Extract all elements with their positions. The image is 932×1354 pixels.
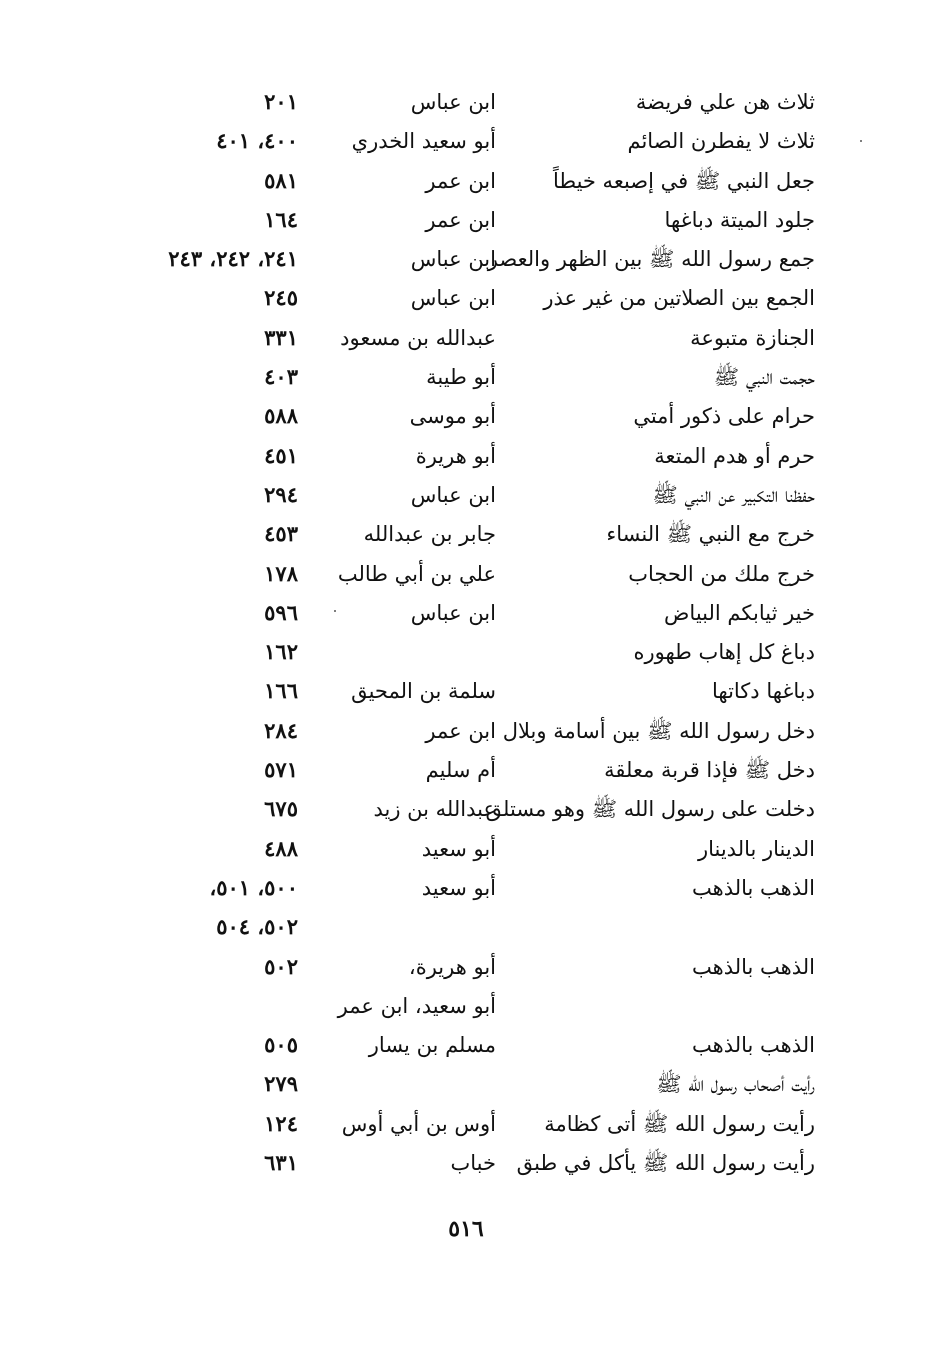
- narrator-name: علي بن أبي طالب: [337, 561, 496, 586]
- index-row: [0, 514, 932, 553]
- hadith-text: خير ثيابكم البياض: [664, 600, 815, 625]
- index-row: [0, 1143, 932, 1182]
- hadith-text: حجمت النبي ﷺ: [713, 365, 815, 390]
- page-reference: ٥٠٥: [264, 1032, 298, 1058]
- page-reference: ٦٣١: [264, 1150, 298, 1176]
- page-reference: ٢٠١: [264, 89, 298, 114]
- narrator-name: عبدالله بن مسعود: [340, 325, 496, 350]
- index-row: [0, 475, 932, 514]
- narrator-name: ابن عمر: [425, 168, 496, 193]
- page-reference: ٤٥١: [264, 442, 298, 468]
- hadith-text: جمع رسول الله ﷺ بين الظهر والعصر: [487, 247, 815, 272]
- index-row: [0, 829, 932, 868]
- narrator-name: ابن عباس: [410, 90, 496, 114]
- narrator-name: سلمة بن المحيق: [351, 679, 496, 704]
- hadith-text: دباغ كل إهاب طهوره: [633, 640, 815, 665]
- page-reference: ١٧٨: [264, 560, 298, 586]
- index-row: [0, 907, 932, 946]
- narrator-name: أبو هريرة،: [408, 954, 496, 979]
- narrator-name: ابن عباس: [410, 286, 496, 311]
- index-row: [0, 1025, 932, 1064]
- page-reference: ٤٥٣: [264, 521, 298, 547]
- narrator-name: عبدالله بن زيد: [373, 797, 496, 822]
- narrator-name: أم سليم: [425, 758, 496, 783]
- narrator-name: أبو سعيد، ابن عمر: [337, 993, 496, 1018]
- narrator-name: ابن عباس: [410, 600, 496, 625]
- page-reference: ٥٨٨: [264, 403, 298, 429]
- narrator-name: أبو سعيد: [421, 836, 496, 861]
- page-number: ٥١٦: [448, 1216, 484, 1242]
- index-row: [0, 711, 932, 750]
- hadith-text: حرم أو هدم المتعة: [654, 443, 815, 468]
- hadith-text: رأيت رسول الله ﷺ أتى كظامة: [544, 1111, 815, 1136]
- hadith-text: رأيت رسول الله ﷺ يأكل في طبق: [516, 1151, 815, 1176]
- hadith-text: ثلاث هن علي فريضة: [635, 90, 815, 114]
- narrator-name: أبو سعيد الخدري: [351, 129, 496, 154]
- index-row: [0, 357, 932, 396]
- page-reference: ٦٧٥: [264, 796, 298, 822]
- hadith-text: دخل ﷺ فإذا قربة معلقة: [604, 758, 815, 783]
- page-reference: ٥٠٢، ٥٠٤: [216, 914, 298, 940]
- hadith-text: الجمع بين الصلاتين من غير عذر: [543, 286, 815, 311]
- index-row: [0, 1064, 932, 1103]
- hadith-text: الذهب بالذهب: [692, 1033, 815, 1058]
- narrator-name: أبو سعيد: [421, 875, 496, 900]
- narrator-name: أبو موسى: [409, 404, 496, 429]
- index-row: [0, 593, 932, 632]
- hadith-text: الدينار بالدينار: [697, 836, 815, 861]
- page-reference: ٥٨١: [264, 167, 298, 193]
- hadith-text: دخل رسول الله ﷺ بين أسامة وبلال: [502, 718, 815, 743]
- hadith-text: جلود الميتة دباغها: [664, 207, 815, 232]
- scan-speck: [860, 140, 862, 142]
- page-reference: ١٦٤: [264, 206, 298, 232]
- hadith-index-list: [0, 82, 932, 1182]
- index-row: [0, 82, 932, 121]
- index-row: [0, 671, 932, 710]
- index-row: [0, 396, 932, 435]
- narrator-name: ابن عمر: [425, 207, 496, 232]
- index-row: [0, 868, 932, 907]
- index-row: [0, 789, 932, 828]
- hadith-text: دباغها دكاتها: [711, 679, 815, 704]
- hadith-text: رأيت أصحاب رسول الله ﷺ: [656, 1072, 815, 1097]
- index-row: [0, 632, 932, 671]
- page-reference: ٢٤٥: [264, 285, 298, 311]
- index-row: [0, 278, 932, 317]
- narrator-name: ابن عباس: [410, 482, 496, 507]
- page-reference: ٥٠٢: [264, 953, 298, 979]
- narrator-name: أوس بن أبي أوس: [341, 1111, 496, 1136]
- index-row: [0, 947, 932, 986]
- page-reference: ٢٧٩: [264, 1071, 298, 1097]
- narrator-name: ابن عباس: [410, 247, 496, 272]
- hadith-text: الجنازة متبوعة: [690, 325, 815, 350]
- page-reference: ١٦٦: [264, 678, 298, 704]
- page-reference: ١٢٤: [264, 1110, 298, 1136]
- page-reference: ٣٣١: [264, 324, 298, 350]
- page-reference: ١٦٢: [264, 639, 298, 665]
- index-row: [0, 1104, 932, 1143]
- index-row: [0, 436, 932, 475]
- index-row: [0, 318, 932, 357]
- index-row: [0, 750, 932, 789]
- index-row: [0, 239, 932, 278]
- narrator-name: خباب: [450, 1151, 496, 1176]
- index-row: [0, 121, 932, 160]
- hadith-text: جعل النبي ﷺ في إصبعه خيطاً: [552, 168, 815, 193]
- page-reference: ٥٠٠، ٥٠١،: [209, 874, 298, 900]
- hadith-text: خرج مع النبي ﷺ النساء: [606, 522, 815, 547]
- hadith-text: الذهب بالذهب: [692, 954, 815, 979]
- page-reference: ٢٤١، ٢٤٢، ٢٤٣: [168, 246, 298, 272]
- scan-speck: [334, 610, 336, 612]
- page-reference: ٥٧١: [264, 757, 298, 783]
- page-reference: ٢٨٤: [264, 717, 298, 743]
- page-reference: ٤٨٨: [264, 835, 298, 861]
- narrator-name: مسلم بن يسار: [368, 1033, 496, 1058]
- hadith-text: خرج ملك من الحجاب: [628, 561, 815, 586]
- page-reference: ٤٠٠، ٤٠١: [216, 128, 298, 154]
- narrator-name: أبو طيبة: [426, 365, 496, 390]
- hadith-text: حفظنا التكبير عن النبي ﷺ: [652, 482, 815, 507]
- hadith-text: ثلاث لا يفطرن الصائم: [627, 129, 815, 154]
- page-reference: ٤٠٣: [264, 364, 298, 390]
- hadith-text: دخلت على رسول الله ﷺ وهو مستلق: [485, 797, 815, 822]
- index-row: [0, 554, 932, 593]
- index-row: [0, 986, 932, 1025]
- narrator-name: جابر بن عبدالله: [363, 522, 496, 547]
- narrator-name: أبو هريرة: [415, 443, 496, 468]
- hadith-text: حرام على ذكور أمتي: [633, 404, 815, 429]
- page-reference: ٢٩٤: [264, 481, 298, 507]
- index-row: [0, 200, 932, 239]
- hadith-text: الذهب بالذهب: [692, 875, 815, 900]
- page-reference: ٥٩٦: [264, 599, 298, 625]
- narrator-name: ابن عمر: [425, 718, 496, 743]
- index-row: [0, 161, 932, 200]
